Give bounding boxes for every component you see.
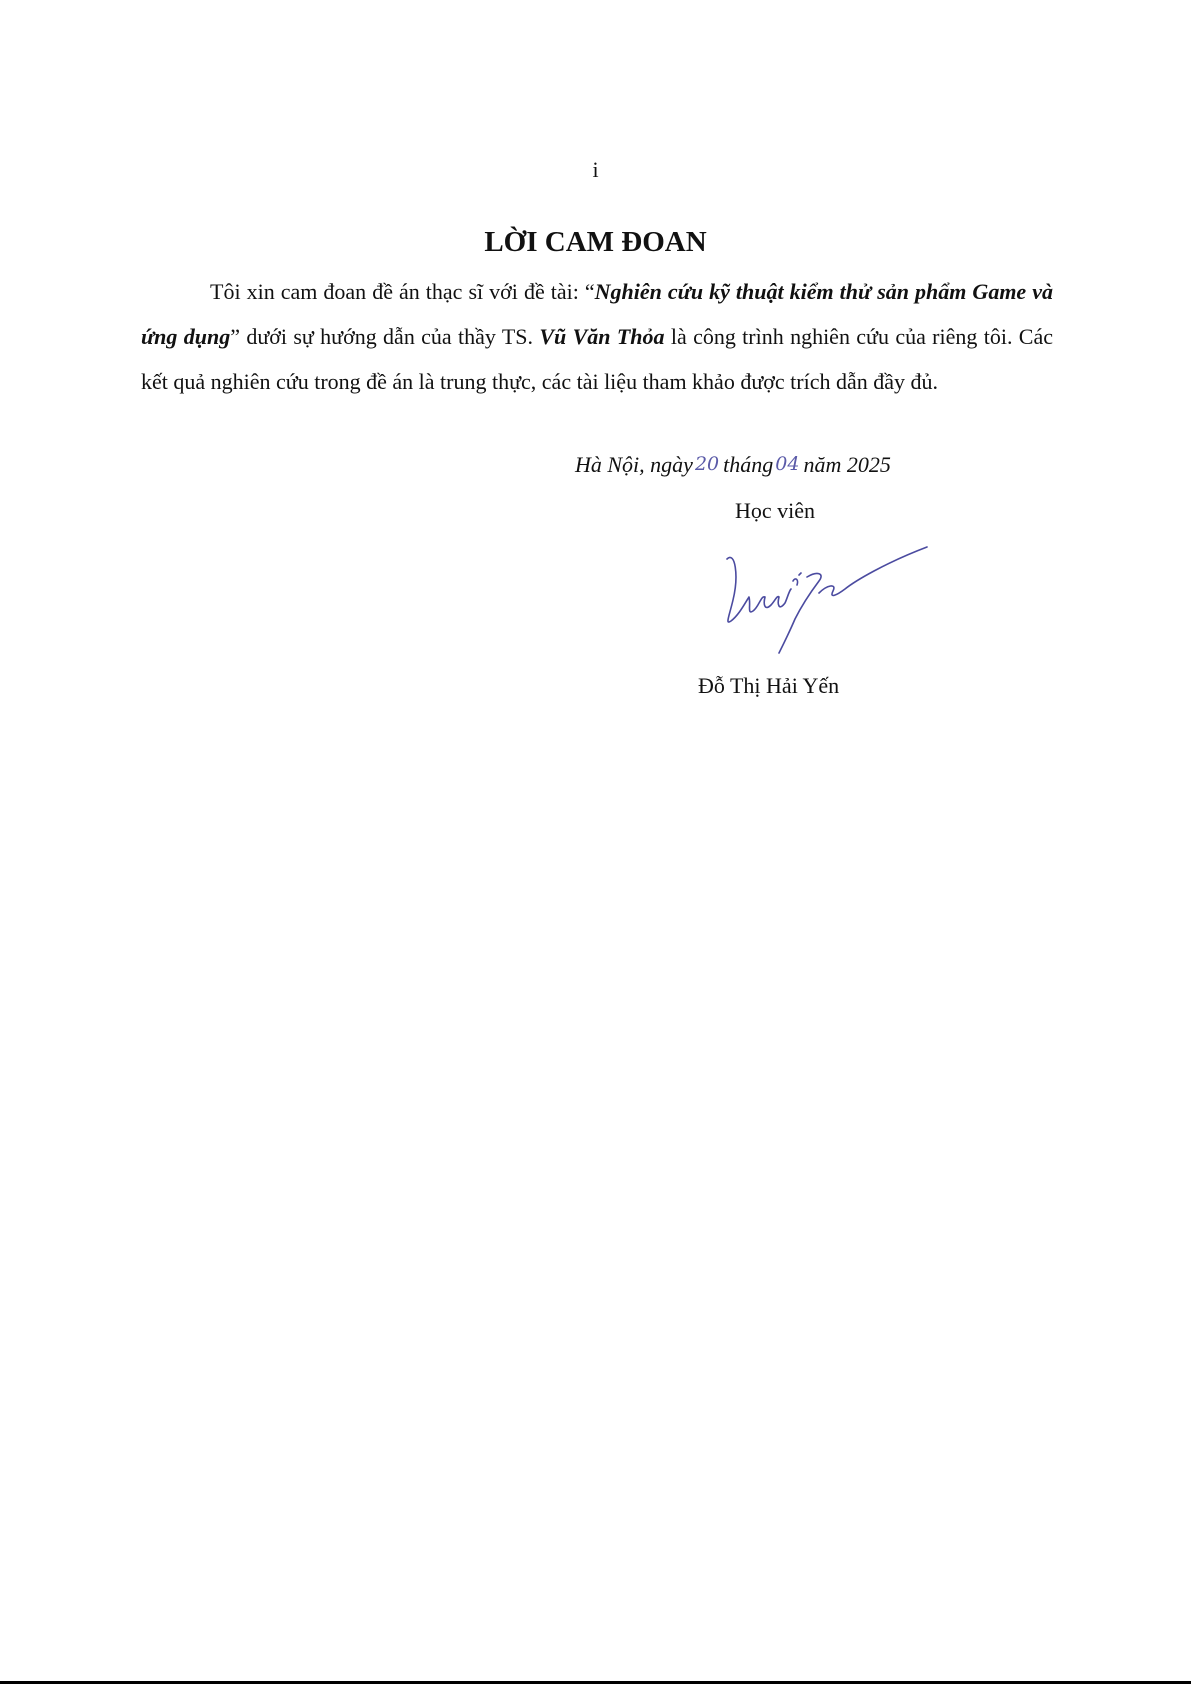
- declaration-rest: là công trình nghiên cứu của riêng tôi. Các kết quả nghiên cứu trong đề án là trung thực, các tài liệu tham khảo được trích dẫn đầy đủ.: [141, 324, 1053, 394]
- date-month-word: tháng: [723, 452, 774, 477]
- advisor-name: Vũ Văn Thỏa: [539, 324, 665, 349]
- declaration-intro: Tôi xin cam đoan đề án thạc sĩ với đề tài: “: [210, 279, 595, 304]
- signer-name: Đỗ Thị Hải Yến: [698, 673, 840, 698]
- handwritten-day: 20: [694, 453, 720, 475]
- date-year: năm 2025: [803, 452, 891, 477]
- declaration-paragraph: [141, 269, 1053, 404]
- role-label: Học viên: [735, 498, 816, 523]
- page-number: i: [592, 157, 599, 182]
- declaration-advisor-lead: ” dưới sự hướng dẫn của thầy TS.: [230, 324, 540, 349]
- thesis-title: Nghiên cứu kỹ thuật kiểm thử sản phẩm Game và ứng dụng: [141, 279, 1053, 349]
- date-place-prefix: Hà Nội, ngày: [575, 452, 693, 477]
- page-title: LỜI CAM ĐOAN: [484, 226, 707, 258]
- signature-icon: [715, 545, 935, 660]
- handwritten-month: 04: [775, 453, 800, 475]
- date-line: [575, 450, 891, 481]
